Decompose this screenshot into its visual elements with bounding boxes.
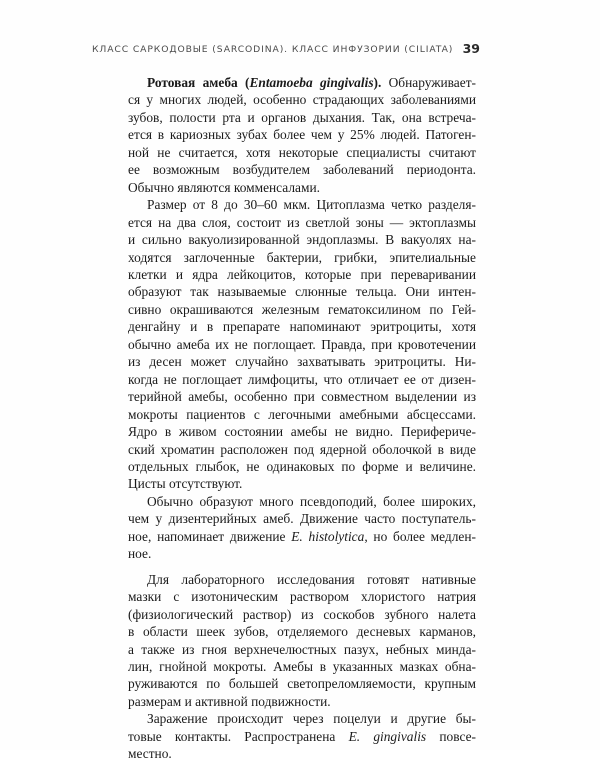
text-segment: ется на два слоя, состоит из светлой зоны — эктоплазмы xyxy=(128,214,476,230)
text-segment: товые контакты. Распространена xyxy=(128,728,349,744)
text-line xyxy=(128,675,476,692)
text-segment: Обычно образуют много псевдоподий, более широких, xyxy=(147,493,476,509)
text-segment: когда не поглощает лимфоциты, что отличает ее от дизен- xyxy=(128,371,476,387)
text-segment: , но более медлен- xyxy=(364,528,476,544)
text-segment: ее возможным возбудителем заболеваний периодонта. xyxy=(128,162,476,178)
text-segment: ся у многих людей, особенно страдающих заболеваниями xyxy=(128,92,476,108)
text-segment: ). xyxy=(373,75,382,90)
text-segment: Для лабораторного исследования готовят нативные xyxy=(147,571,476,587)
text-line xyxy=(128,728,476,745)
text-line xyxy=(128,475,476,492)
text-segment: Размер от 8 до 30–60 мкм. Цитоплазма четко разделя- xyxy=(147,197,476,213)
text-line xyxy=(128,249,476,266)
text-segment: зубов, полости рта и органов дыхания. Так, она встреча- xyxy=(128,109,476,125)
text-segment: Обычно являются комменсалами. xyxy=(128,179,320,195)
text-segment: Обнаруживает- xyxy=(381,75,477,90)
running-head: КЛАСС САРКОДОВЫЕ (SARCODINA). КЛАСС ИНФУЗОРИИ (CILIATA) xyxy=(92,44,454,55)
text-line xyxy=(128,588,476,605)
text-line xyxy=(128,388,476,405)
text-segment: отдельных глыбок, не одинаковых по форме и величине. xyxy=(128,458,476,474)
latin-term: E. histolytica xyxy=(291,528,365,544)
paragraph xyxy=(128,493,476,563)
text-line xyxy=(128,571,476,588)
text-line xyxy=(128,693,476,710)
text-line xyxy=(128,231,476,248)
text-segment: мазки с изотоническим раствором хлористого натрия xyxy=(128,589,476,605)
text-line xyxy=(128,179,476,196)
text-line xyxy=(128,658,476,675)
text-segment: Цисты отсутствуют. xyxy=(128,476,243,492)
text-line xyxy=(128,74,476,91)
text-line xyxy=(128,510,476,527)
text-line xyxy=(128,441,476,458)
text-line xyxy=(128,196,476,213)
text-segment: Ядро в живом состоянии амебы не видно. Перифериче- xyxy=(128,424,476,440)
text-line xyxy=(128,126,476,143)
text-segment: обычно амеба их не поглощает. Правда, при кровотечении xyxy=(128,336,476,352)
text-segment: Ротовая амеба ( xyxy=(147,75,250,90)
text-line xyxy=(128,318,476,335)
text-segment: терийной амебы, особенно при совместном выделении из xyxy=(128,389,476,405)
text-segment: чем у дизентерийных амеб. Движение часто поступатель- xyxy=(128,511,476,527)
text-segment: и сильно вакуолизированной эндоплазмы. В вакуолях на- xyxy=(128,232,476,248)
paragraph xyxy=(128,74,476,196)
text-line xyxy=(128,710,476,727)
text-segment: ходятся заглоченные бактерии, грибки, эпителиальные xyxy=(128,249,476,265)
text-line xyxy=(128,423,476,440)
text-segment: размерам и активной подвижности. xyxy=(128,693,331,709)
text-line xyxy=(128,493,476,510)
body-text xyxy=(128,74,476,763)
text-segment: (физиологический раствор) из соскобов зубного налета xyxy=(128,606,476,622)
text-segment: Заражение происходит через поцелуи и другие бы- xyxy=(147,711,476,727)
text-segment: ной не считается, хотя некоторые специалисты считают xyxy=(128,144,476,160)
text-line xyxy=(128,545,476,562)
text-segment: ский хроматин расположен под ядерной оболочкой в виде xyxy=(128,441,476,457)
text-segment: в области шеек зубов, отделяемого десневых карманов, xyxy=(128,624,476,640)
paragraph xyxy=(128,710,476,762)
text-line xyxy=(128,301,476,318)
text-segment: сивно окрашиваются железным гематоксилином по Гей- xyxy=(128,301,476,317)
text-line xyxy=(128,745,476,762)
text-segment: лин, гнойной мокроты. Амебы в указанных мазках обна- xyxy=(128,658,476,674)
text-segment: ное. xyxy=(128,546,152,562)
text-line xyxy=(128,623,476,640)
text-line xyxy=(128,336,476,353)
text-line xyxy=(128,606,476,623)
paragraph xyxy=(128,196,476,493)
text-segment: руживаются по большей светопреломляемости, крупным xyxy=(128,676,476,692)
text-segment: из десен может случайно захватывать эритроциты. Ни- xyxy=(128,354,476,370)
text-line xyxy=(128,641,476,658)
text-segment: мокроты пациентов с легочными амебными абсцессами. xyxy=(128,406,476,422)
text-line xyxy=(128,109,476,126)
text-segment: местно. xyxy=(128,746,172,762)
text-segment: ется в кариозных зубах более чем у 25% людей. Патоген- xyxy=(128,127,476,143)
text-segment: денгайну и в препарате напоминают эритроциты, хотя xyxy=(128,319,476,335)
text-line xyxy=(128,458,476,475)
text-line xyxy=(128,528,476,545)
text-segment: повсе- xyxy=(426,728,477,744)
text-line xyxy=(128,406,476,423)
text-line xyxy=(128,353,476,370)
text-line xyxy=(128,161,476,178)
text-segment: образуют так называемые слюнные тельца. Они интен- xyxy=(128,284,476,300)
text-segment: а также из гноя верхнечелюстных пазух, небных минда- xyxy=(128,641,476,657)
page-number: 39 xyxy=(462,41,480,56)
text-line xyxy=(128,91,476,108)
text-segment: ное, напоминает движение xyxy=(128,528,292,544)
text-line xyxy=(128,283,476,300)
paragraph xyxy=(128,571,476,711)
latin-term: E. gingivalis xyxy=(348,728,427,744)
text-line xyxy=(128,266,476,283)
text-line xyxy=(128,144,476,161)
latin-term: Entamoeba gingivalis xyxy=(249,75,374,90)
text-segment: клетки и ядра лейкоцитов, которые при переваривании xyxy=(128,266,476,282)
text-line xyxy=(128,214,476,231)
text-line xyxy=(128,371,476,388)
